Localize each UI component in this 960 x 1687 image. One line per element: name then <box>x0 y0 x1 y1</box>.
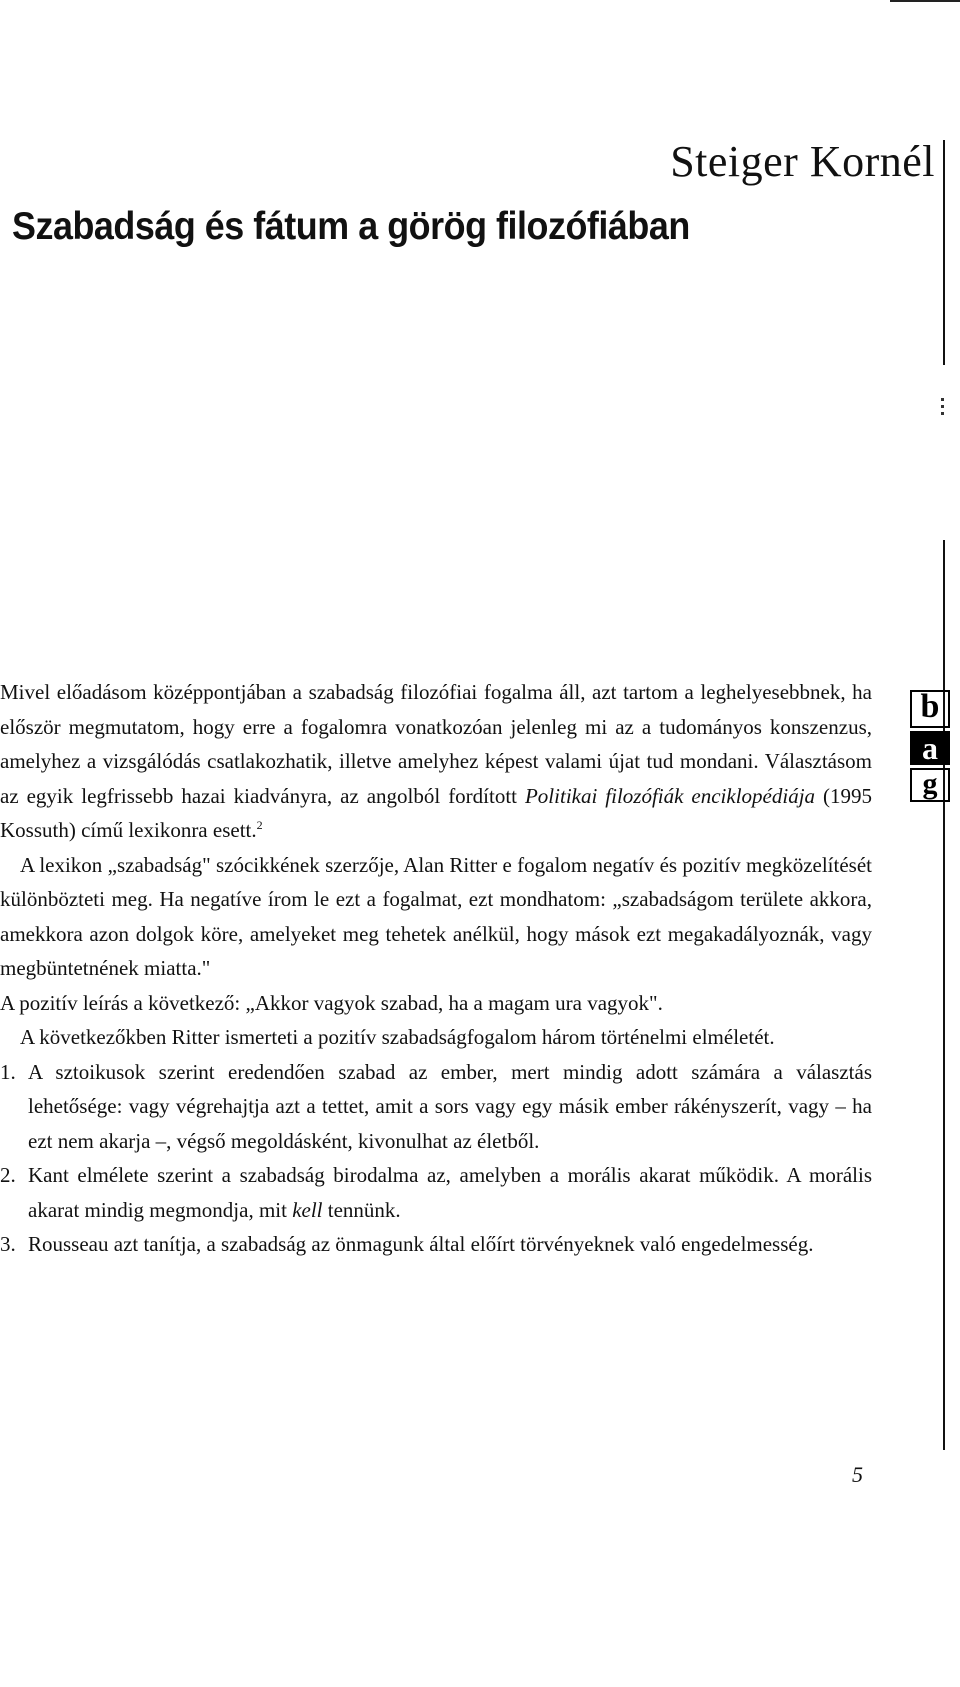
paragraph-intro-text: Mivel előadásom középpontjában a szabadság filozófiai fogalma áll, azt tartom a leghelyesebbnek, ha először megmutatom, hogy erre a fogalomra vonatkozóan jelenleg mi az a tudományos konszenzus, amelyhez a vizsgálódás csatlakozhatik, illetve amelyhez képest valami újat tud mondani. Választásom az egyik legfrissebb hazai kiadványra, az angolból fordított <box>0 680 872 808</box>
author-name: Steiger Kornél <box>670 137 935 186</box>
list-text-italic: kell <box>292 1197 323 1222</box>
margin-dots <box>941 398 945 419</box>
list-number: 2. <box>0 1163 16 1187</box>
paragraph-intro <box>0 675 872 848</box>
logo-letter-g: g <box>910 768 950 802</box>
list-item <box>0 1227 872 1262</box>
top-rule <box>890 0 960 2</box>
paragraph-ritter: A lexikon „szabadság" szócikkének szerzője, Alan Ritter e fogalom negatív és pozitív megközelítését különbözteti meg. Ha negatíve írom le ezt a fogalmat, ezt mondhatom: „szabadságom területe akkora, amekkora azon dolgok köre, amelyeket meg tehetek anélkül, hogy mások ezt megakadályoznák, vagy megbüntetnének miatta." <box>0 852 872 980</box>
page-number: 5 <box>852 1462 863 1487</box>
logo-letter-a: a <box>910 731 950 765</box>
list-number: 1. <box>0 1059 16 1084</box>
paragraph-positive: A pozitív leírás a következő: „Akkor vagyok szabad, ha a magam ura vagyok". <box>0 990 663 1015</box>
footnote-marker: 2 <box>256 818 263 832</box>
list-item <box>0 1055 872 1159</box>
list-text: A sztoikusok szerint eredendően szabad az ember, mert mindig adott számára a választás lehetősége: vagy végrehajtja azt a tettet, amit a sors vagy egy másik ember rákényszerít, vagy – ha ezt nem akarja –, végső megoldásként, kivonulhat az életből. <box>28 1059 872 1153</box>
publisher-logo <box>910 690 954 802</box>
list-number: 3. <box>0 1232 16 1256</box>
article-body <box>0 675 872 1262</box>
list-text-end: tennünk. <box>322 1197 401 1222</box>
article-title: Szabadság és fátum a görög filozófiában <box>12 205 690 248</box>
margin-rule-upper <box>943 140 945 365</box>
logo-letter-b: b <box>910 690 950 728</box>
margin-rule-lower <box>943 540 945 1450</box>
list-text: Rousseau azt tanítja, a szabadság az önmagunk által előírt törvényeknek való engedelmesség. <box>28 1232 814 1256</box>
book-title-italic: Politikai filozófiák enciklopédiája <box>524 783 816 808</box>
list-text: Kant elmélete szerint a szabadság birodalma az, amelyben a morális akarat működik. A morális akarat mindig megmondja, mit <box>28 1163 872 1222</box>
paragraph-intro-text-end: (1995 Kossuth) című lexikonra esett. <box>0 783 872 842</box>
list-item <box>0 1158 872 1227</box>
paragraph-theories: A következőkben Ritter ismerteti a pozitív szabadságfogalom három történelmi elméletét. <box>20 1025 775 1049</box>
